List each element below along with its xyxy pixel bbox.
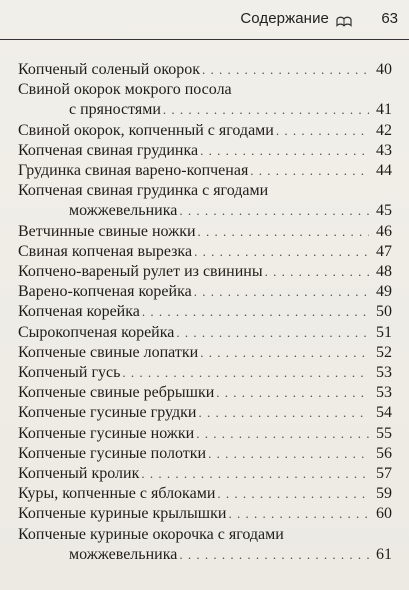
toc-entry-line xyxy=(18,464,392,484)
toc-entry xyxy=(18,343,392,363)
dot-leader xyxy=(196,424,369,444)
dot-leader xyxy=(202,60,369,80)
toc-entry-title: можжевельника xyxy=(69,202,178,220)
toc-entry-line xyxy=(18,262,392,282)
toc-entry xyxy=(18,181,392,221)
toc-entry-title: Варено-копченая корейка xyxy=(18,283,192,301)
toc-entry-page: 54 xyxy=(376,404,392,422)
toc-entry-title: Копченые куриные крылышки xyxy=(18,505,227,523)
toc-entry xyxy=(18,424,392,444)
toc-entry-page: 59 xyxy=(376,485,392,503)
page-header xyxy=(0,0,409,40)
toc-entry-page: 44 xyxy=(376,162,392,180)
toc-entry-title: Ветчинные свиные ножки xyxy=(18,222,196,240)
toc-entry-title: можжевельника xyxy=(69,545,178,563)
toc-entry-line xyxy=(18,121,392,141)
dot-leader xyxy=(216,383,369,403)
toc-entry-page: 48 xyxy=(376,263,392,281)
dot-leader xyxy=(122,363,369,383)
toc-entry-title: Копченый соленый окорок xyxy=(18,61,201,78)
toc-entry-line xyxy=(18,363,392,383)
toc-entry-line xyxy=(18,282,392,302)
toc-entry-page: 43 xyxy=(376,141,392,159)
toc-entry xyxy=(18,121,392,141)
toc-entry-title: Копченая корейка xyxy=(18,303,140,321)
toc-entry-line xyxy=(18,100,392,120)
toc-entry xyxy=(18,141,392,161)
toc-entry xyxy=(18,302,392,322)
toc-entry-line xyxy=(18,302,392,322)
toc-entry xyxy=(18,222,392,242)
toc-entry-page: 40 xyxy=(376,61,392,78)
toc-entry xyxy=(18,80,392,120)
toc-entry-line xyxy=(18,525,392,545)
toc-entry xyxy=(18,161,392,181)
toc-entry-line xyxy=(18,424,392,444)
toc-entry-page: 57 xyxy=(376,465,392,483)
toc-entry-line xyxy=(18,60,392,80)
dot-leader xyxy=(142,302,369,322)
toc-entry-title: Куры, копченные с яблоками xyxy=(18,485,216,503)
table-of-contents xyxy=(18,60,392,565)
dot-leader xyxy=(228,504,369,524)
toc-entry-line xyxy=(18,222,392,242)
toc-entry-line xyxy=(18,80,392,100)
toc-entry xyxy=(18,383,392,403)
dot-leader xyxy=(200,141,369,161)
toc-entry-title: Копченые гусиные ножки xyxy=(18,424,195,442)
toc-entry-page: 50 xyxy=(376,303,392,321)
toc-entry-page: 46 xyxy=(376,222,392,240)
toc-entry-title: Копченые свиные лопатки xyxy=(18,343,199,361)
toc-entry-page: 51 xyxy=(376,323,392,341)
toc-entry-title: Свиной окорок мокрого посола xyxy=(18,81,232,99)
toc-entry-title: Копченые гусиные грудки xyxy=(18,404,197,422)
toc-entry-title: Копченая свиная грудинка xyxy=(18,141,199,159)
toc-entry-line xyxy=(18,504,392,524)
dot-leader xyxy=(200,343,369,363)
header-rule xyxy=(0,39,409,40)
dot-leader xyxy=(208,444,369,464)
dot-leader xyxy=(141,464,369,484)
toc-entry-page: 52 xyxy=(376,343,392,361)
toc-entry-title: Свиной окорок, копченный с ягодами xyxy=(18,121,274,139)
toc-entry-line xyxy=(18,242,392,262)
toc-entry-page: 53 xyxy=(376,364,392,382)
toc-entry-title: Копченые гусиные полотки xyxy=(18,444,207,462)
toc-entry-line xyxy=(18,403,392,423)
toc-entry-page: 49 xyxy=(376,283,392,301)
toc-entry-line xyxy=(18,545,392,565)
toc-entry-page: 60 xyxy=(376,505,392,523)
toc-entry-title: с пряностями xyxy=(69,101,161,119)
toc-entry-page: 42 xyxy=(376,121,392,139)
toc-entry xyxy=(18,323,392,343)
toc-entry-line xyxy=(18,484,392,504)
dot-leader xyxy=(250,161,369,181)
dot-leader xyxy=(179,545,369,565)
toc-entry-line xyxy=(18,181,392,201)
toc-entry xyxy=(18,363,392,383)
toc-entry xyxy=(18,60,392,80)
toc-entry-line xyxy=(18,444,392,464)
toc-entry-line xyxy=(18,161,392,181)
open-book-icon xyxy=(335,14,353,30)
dot-leader xyxy=(194,242,369,262)
toc-entry-title: Грудинка свиная варено-копченая xyxy=(18,162,249,180)
toc-entry-page: 53 xyxy=(376,384,392,402)
toc-entry-title: Сырокопченая корейка xyxy=(18,323,175,341)
toc-entry-page: 47 xyxy=(376,242,392,260)
toc-entry-line xyxy=(18,201,392,221)
dot-leader xyxy=(163,100,369,120)
toc-entry xyxy=(18,242,392,262)
page-number: 63 xyxy=(381,10,398,27)
toc-entry-title: Копченая свиная грудинка с ягодами xyxy=(18,182,269,200)
section-title: Содержание xyxy=(240,10,329,27)
toc-entry-page: 55 xyxy=(376,424,392,442)
toc-entry-title: Копченые куриные окорочка с ягодами xyxy=(18,525,284,543)
toc-entry xyxy=(18,484,392,504)
toc-entry-page: 56 xyxy=(376,444,392,462)
toc-entry xyxy=(18,525,392,565)
dot-leader xyxy=(276,121,369,141)
toc-entry-title: Свиная копченая вырезка xyxy=(18,242,193,260)
toc-entry xyxy=(18,444,392,464)
dot-leader xyxy=(179,201,369,221)
toc-entry-title: Копчено-вареный рулет из свинины xyxy=(18,263,263,281)
toc-entry-page: 45 xyxy=(376,202,392,220)
toc-entry-line xyxy=(18,141,392,161)
toc-entry xyxy=(18,282,392,302)
toc-entry-title: Копченый гусь xyxy=(18,364,121,382)
dot-leader xyxy=(198,222,369,242)
dot-leader xyxy=(217,484,369,504)
dot-leader xyxy=(265,262,369,282)
toc-entry-title: Копченые свиные ребрышки xyxy=(18,384,215,402)
toc-entry-page: 61 xyxy=(376,545,392,563)
toc-entry xyxy=(18,403,392,423)
toc-entry-line xyxy=(18,343,392,363)
toc-entry xyxy=(18,262,392,282)
toc-entry-title: Копченый кролик xyxy=(18,465,140,483)
toc-entry-page: 41 xyxy=(376,101,392,119)
toc-entry xyxy=(18,464,392,484)
dot-leader xyxy=(198,403,369,423)
dot-leader xyxy=(176,323,369,343)
toc-entry xyxy=(18,504,392,524)
dot-leader xyxy=(194,282,369,302)
toc-entry-line xyxy=(18,323,392,343)
toc-entry-line xyxy=(18,383,392,403)
